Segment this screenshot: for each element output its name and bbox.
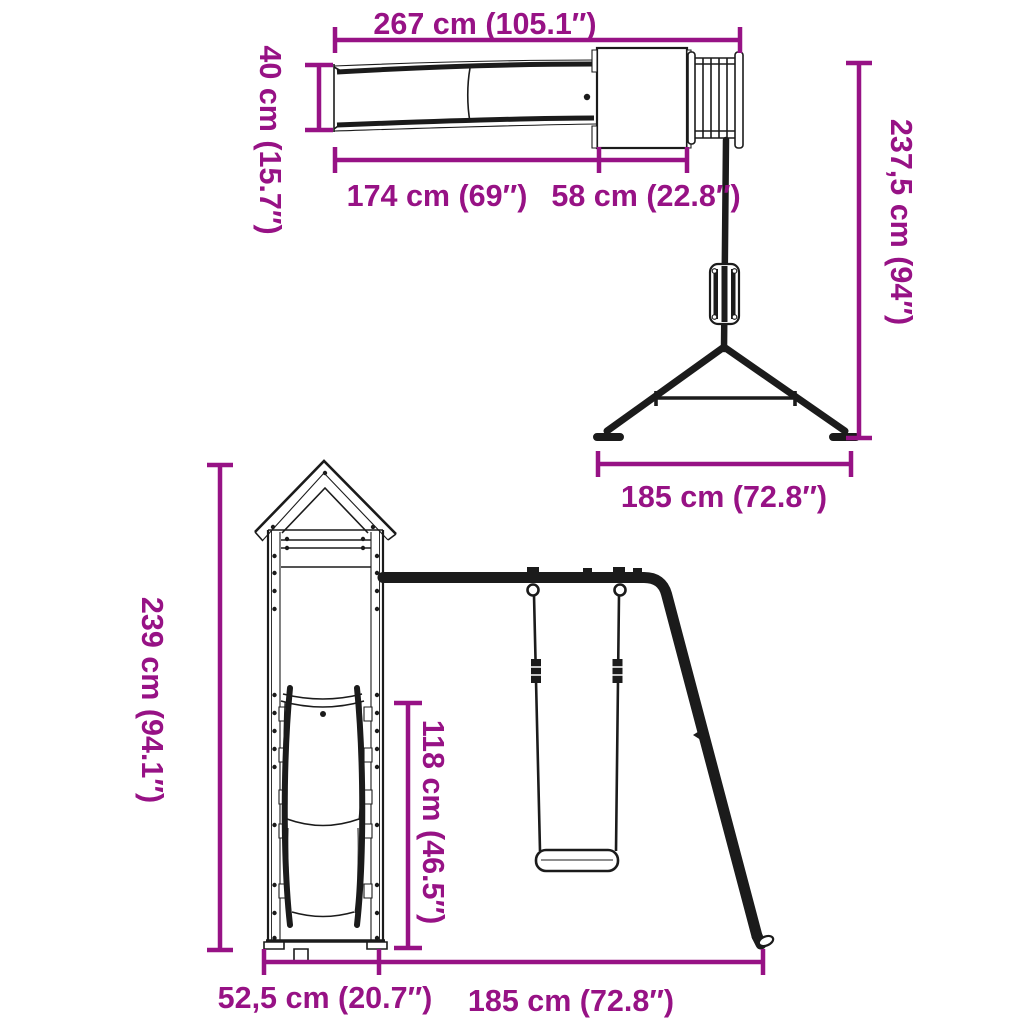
slide-screw-dot bbox=[584, 94, 590, 100]
dim-slide-platform-line bbox=[335, 147, 687, 173]
label-platform-height: 118 cm (46.5″) bbox=[416, 719, 450, 925]
slide-side-rails-front bbox=[285, 688, 363, 925]
dim-overall-length bbox=[335, 7, 740, 53]
slide-chute-inner-edges bbox=[284, 702, 362, 913]
label-platform-depth: 58 cm (22.8″) bbox=[551, 179, 741, 213]
dim-slide-width bbox=[253, 45, 333, 234]
label-overall-length: 267 cm (105.1″) bbox=[373, 7, 597, 41]
platform-deck bbox=[597, 48, 687, 148]
slide-top-screw-dot bbox=[320, 711, 326, 717]
top-view-diagram bbox=[334, 48, 856, 437]
label-swing-height: 237,5 cm (94″) bbox=[884, 118, 918, 326]
roof-screw-dots bbox=[273, 473, 373, 527]
dim-slide-width-line bbox=[305, 65, 333, 130]
slide-end-tails bbox=[334, 67, 341, 129]
platform-top-view bbox=[592, 48, 691, 148]
swing-legs bbox=[607, 347, 845, 431]
label-swing-ground-length: 185 cm (72.8″) bbox=[467, 984, 675, 1018]
ladder-side-rails bbox=[695, 58, 735, 138]
gable-edge bbox=[282, 488, 368, 533]
dim-ground-line bbox=[264, 949, 763, 975]
rope-clamp-slits bbox=[531, 667, 623, 675]
ladder-rungs bbox=[703, 58, 727, 138]
dim-swing-base-width bbox=[598, 451, 851, 514]
label-slide-length: 174 cm (69″) bbox=[346, 179, 528, 213]
tower-slide-front-view bbox=[281, 688, 364, 925]
swing-ropes bbox=[534, 595, 619, 851]
dim-tower-height bbox=[135, 465, 233, 950]
rope-clamps bbox=[531, 659, 623, 683]
dimensions bbox=[135, 7, 918, 1018]
dim-swing-base-line bbox=[598, 451, 851, 477]
label-tower-height: 239 cm (94.1″) bbox=[135, 596, 169, 804]
slide-chute-curves bbox=[281, 694, 364, 917]
ladder-top-view bbox=[688, 52, 743, 148]
swing-seat-straps bbox=[714, 266, 736, 322]
label-swing-base-width: 185 cm (72.8″) bbox=[620, 480, 828, 514]
ladder-left-rail bbox=[688, 52, 695, 144]
ladder-right-rail bbox=[735, 52, 743, 148]
side-view-diagram bbox=[255, 461, 775, 962]
slide-rail-top bbox=[337, 64, 594, 72]
dim-slide-and-platform bbox=[335, 147, 741, 213]
slide-section-joint bbox=[468, 68, 470, 122]
left-hanger-ring bbox=[528, 585, 539, 596]
label-tower-depth: 52,5 cm (20.7″) bbox=[217, 981, 433, 1015]
dim-tower-height-line bbox=[207, 465, 233, 950]
tower-front-view bbox=[255, 461, 396, 962]
dim-swing-height bbox=[846, 63, 918, 438]
slide-top-view bbox=[334, 60, 596, 132]
dim-swing-height-line bbox=[846, 63, 872, 438]
right-hanger-ring bbox=[615, 585, 626, 596]
label-slide-width: 40 cm (15.7″) bbox=[253, 45, 287, 235]
tower-feet-and-peg bbox=[264, 942, 387, 962]
dim-platform-height bbox=[394, 703, 450, 948]
slide-rail-bottom bbox=[337, 118, 594, 125]
